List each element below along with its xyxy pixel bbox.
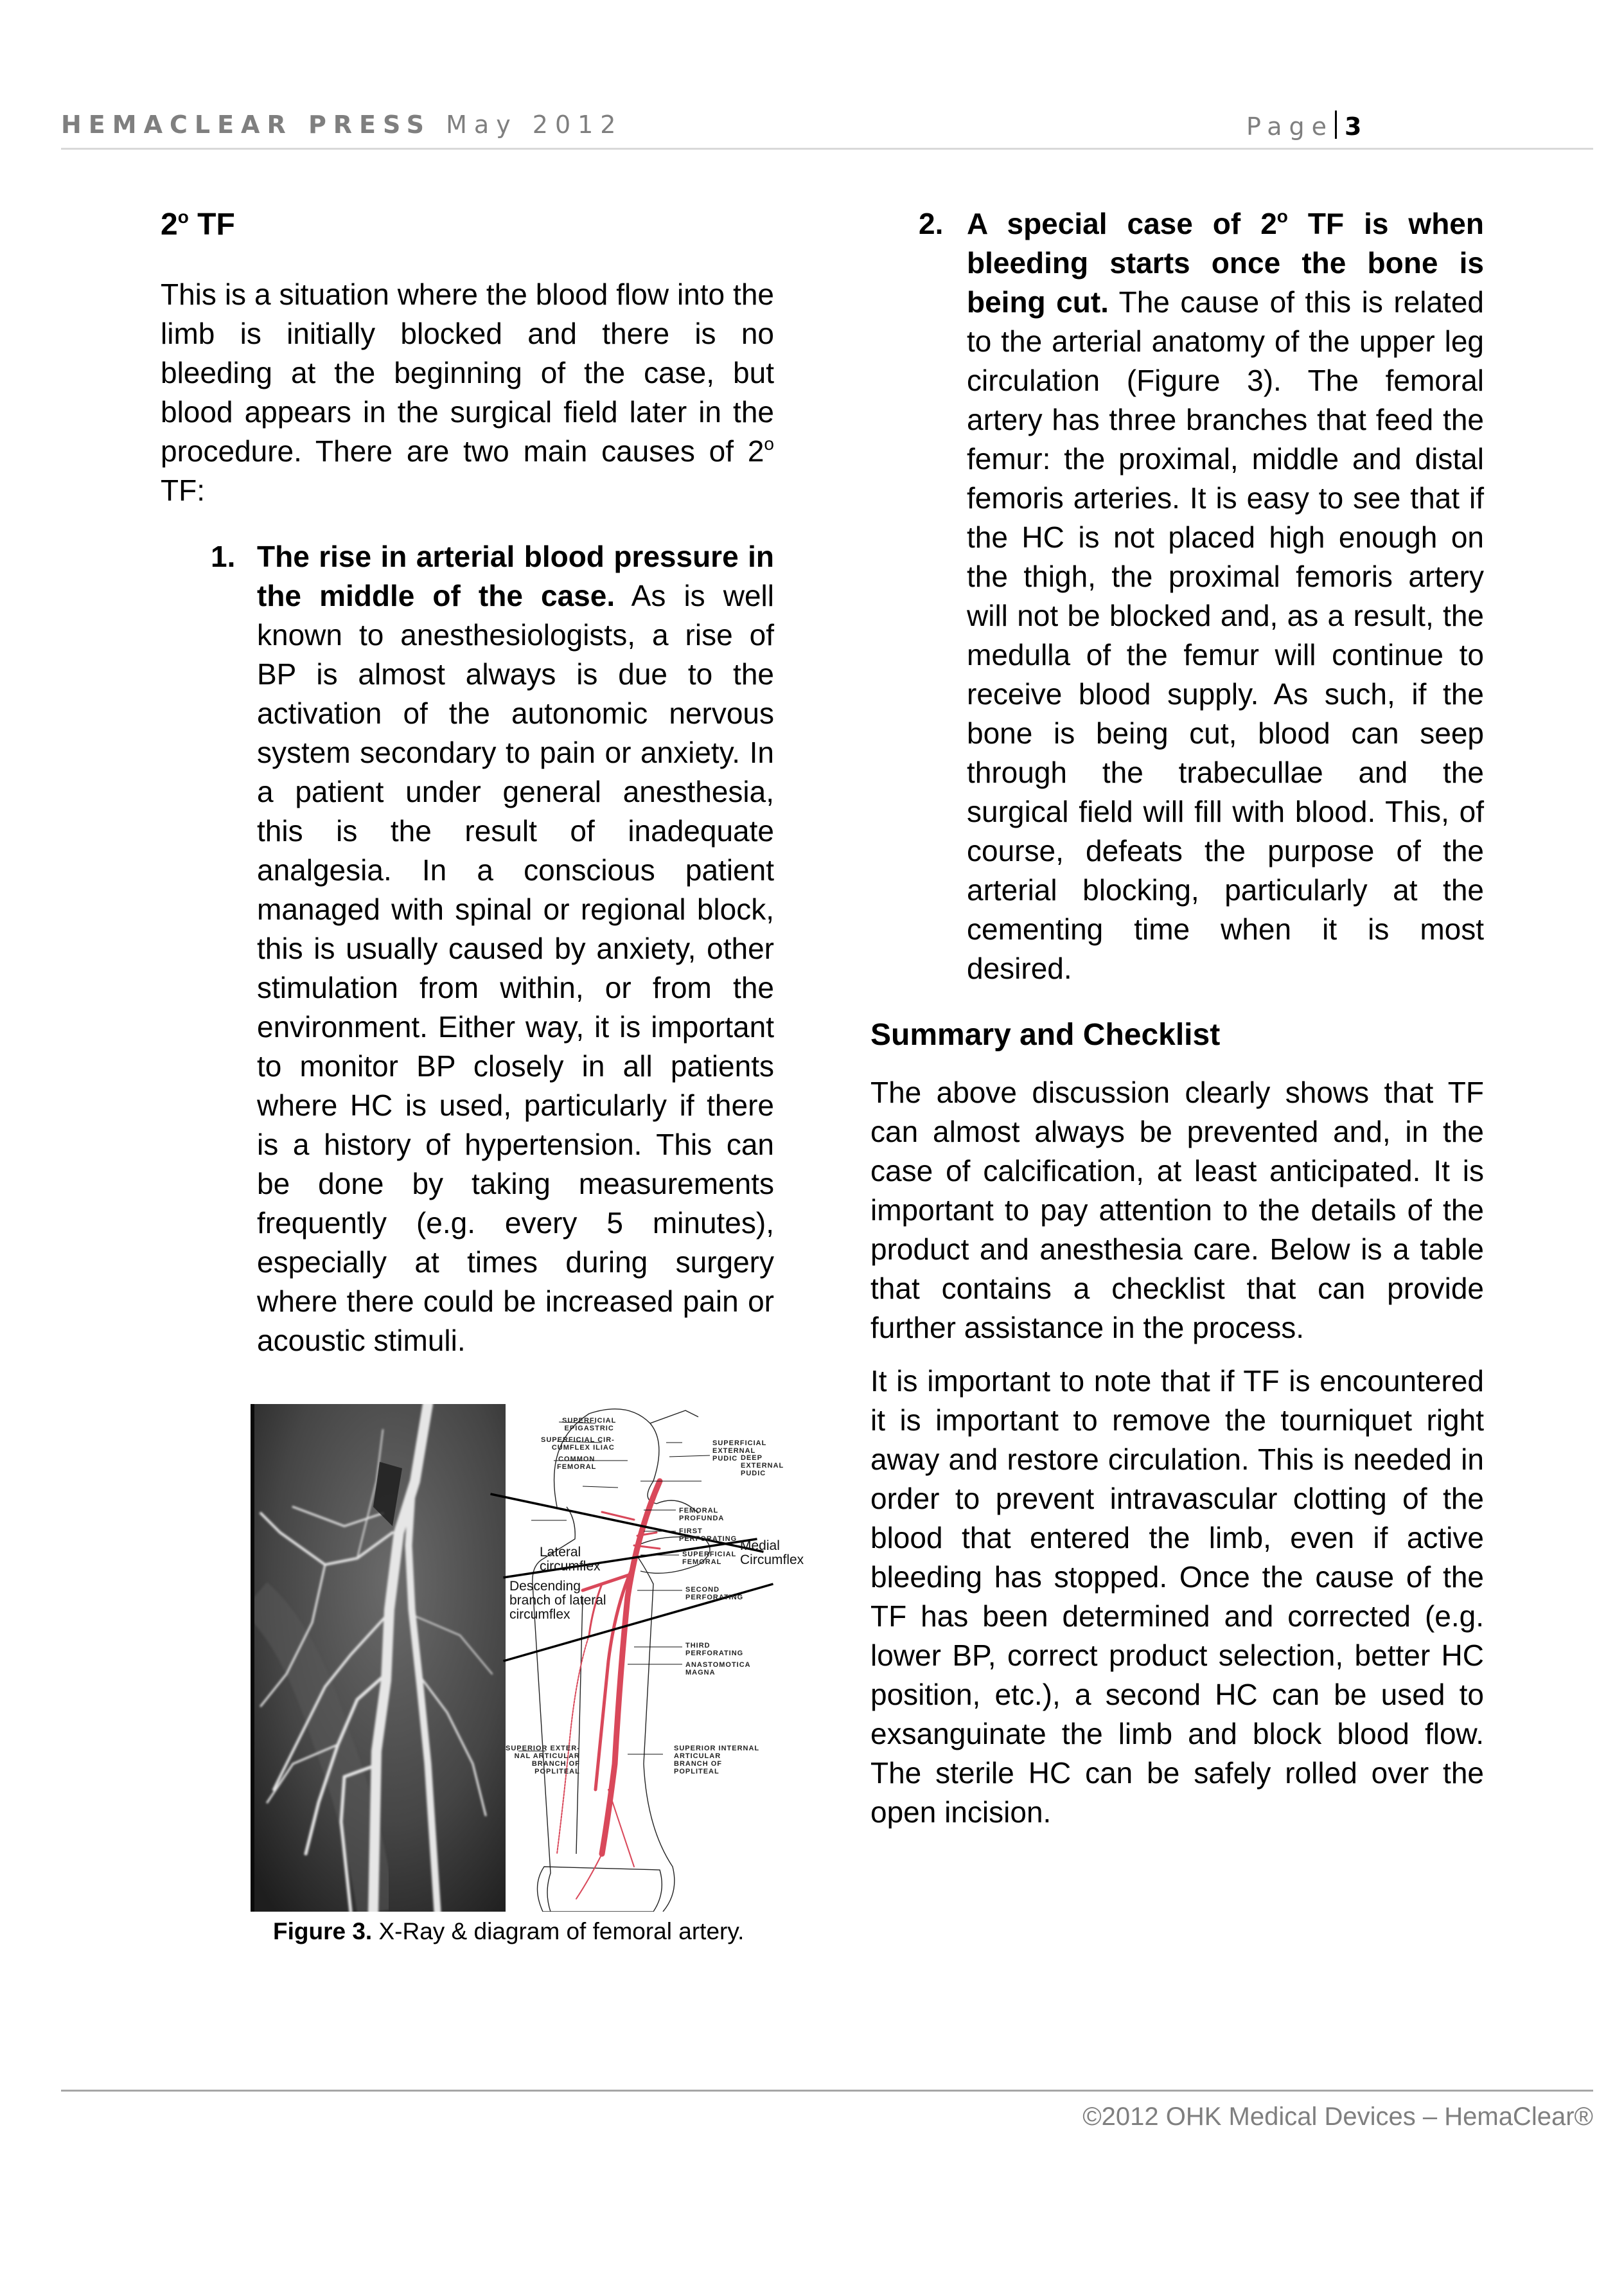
- list-item-2: [870, 204, 1484, 988]
- intro-paragraph: This is a situation where the blood flow into the limb is initially blocked and there is no bleeding at the beginning of the case, but blood appears in the surgical field later in the procedure. There are two main causes of 2$^o$ TF:: [161, 278, 774, 507]
- caption-label: Figure 3.: [273, 1918, 373, 1944]
- header-masthead: [61, 111, 623, 139]
- page-number: 3: [1345, 112, 1362, 141]
- label-superficial-femoral: SUPERFICIAL FEMORAL: [682, 1551, 737, 1566]
- label-lateral-circumflex: Lateral circumflex: [540, 1545, 601, 1574]
- label-second-perforating: SECOND PERFORATING: [685, 1586, 744, 1601]
- list-item-body: The cause of this is related to the arterial anatomy of the upper leg circulation (Figure 3). The femoral artery has three branches that feed the femur: the proximal, middle and distal femoris arteries. It is easy to see that if the HC is not placed high enough on the thigh, the proximal femoris artery will not be blocked and, as a result, the medulla of the femur will continue to receive blood supply. As such, if the bone is being cut, blood can seep through the trabecullae and the surgical field will fill with blood. This, of course, defeats the purpose of the arterial blocking, particularly at the cementing time when it is most desired.: [967, 285, 1484, 985]
- list-item-1: [161, 537, 774, 1360]
- label-superficial-circumflex-iliac: SUPERFICIAL CIR- CUMFLEX ILIAC: [541, 1436, 615, 1452]
- label-superficial-external-pudic: SUPERFICIAL EXTERNAL PUDIC: [712, 1439, 767, 1463]
- summary-paragraph-2: It is important to note that if TF is encountered it is important to remove the tourniquet right away and restore circulation. This is needed in order to prevent intravascular clotting of the blood that entered the limb, even if active bleeding has stopped. Once the cause of the TF has been determined and corrected (e.g. lower BP, correct product selection, better HC position, etc.), a second HC can be used to exsanguinate the limb and block blood flow. The sterile HC can be safely rolled over the open incision.: [870, 1364, 1484, 1829]
- causes-list-continued: [870, 204, 1484, 988]
- list-item-body: As is well known to anesthesiologists, a rise of BP is almost always is due to the activation of the autonomic nervous system secondary to pain or anxiety. In a patient under general anesthesia, this is the result of inadequate analgesia. In a conscious patient managed with spinal or regional block, this is usually caused by anxiety, other stimulation from within, or from the environment. Either way, it is important to monitor BP closely in all patients where HC is used, particularly if there is a history of hypertension. This can be done by taking measurements frequently (e.g. every 5 minutes), especially at times during surgery where there could be increased pain or acoustic stimuli.: [257, 579, 774, 1357]
- label-superficial-epigastric: SUPERFICIAL EPIGASTRIC: [562, 1417, 617, 1432]
- label-superior-internal-articular: SUPERIOR INTERNAL ARTICULAR BRANCH OF POPLITEAL: [674, 1745, 760, 1775]
- list-item-title: A special case of 2$^o$ TF is when bleeding starts once the bone is being cut.: [967, 206, 1484, 319]
- issue-date: May 2012: [446, 111, 623, 139]
- caption-text: X-Ray & diagram of femoral artery.: [372, 1918, 745, 1944]
- callout-lines: [251, 1404, 816, 1912]
- label-first-perforating: FIRST PERFORATING: [679, 1527, 737, 1543]
- page-header: [61, 111, 1593, 149]
- label-descending-branch: Descending branch of lateral circumflex: [509, 1579, 606, 1622]
- right-column: [870, 199, 1484, 1832]
- left-column: [161, 199, 774, 1360]
- list-item-title: The rise in arterial blood pressure in the middle of the case.: [257, 540, 774, 612]
- footer-divider: [61, 2090, 1593, 2092]
- list-number: 1.: [211, 540, 236, 573]
- page-label: Page: [1246, 112, 1334, 141]
- list-number: 2.: [919, 207, 944, 240]
- label-femoral-profunda: FEMORAL PROFUNDA: [679, 1507, 725, 1522]
- summary-heading: Summary and Checklist: [870, 1018, 1221, 1052]
- page-separator: [1335, 111, 1337, 139]
- page-indicator: [1246, 111, 1361, 141]
- publication-name: HEMACLEAR PRESS: [61, 111, 432, 139]
- label-third-perforating: THIRD PERFORATING: [685, 1642, 744, 1657]
- figure-caption: [273, 1918, 744, 1945]
- label-deep-external-pudic: DEEP EXTERNAL PUDIC: [741, 1454, 784, 1477]
- header-divider: [61, 148, 1593, 150]
- label-common-femoral: COMMON FEMORAL: [557, 1455, 597, 1471]
- label-anastomotica-magna: ANASTOMOTICA MAGNA: [685, 1661, 751, 1676]
- summary-paragraph-1: The above discussion clearly shows that TF can almost always be prevented and, in the case of calcification, at least anticipated. It is important to pay attention to the details of the product and anesthesia care. Below is a table that contains a checklist that can provide further assistance in the process.: [870, 1076, 1484, 1344]
- label-medial-circumflex: Medial Circumflex: [740, 1538, 804, 1567]
- figure-3: [251, 1404, 816, 1912]
- causes-list: [161, 537, 774, 1360]
- section-heading-2-tf: 2$^o$ TF: [161, 207, 235, 242]
- footer-copyright: ©2012 OHK Medical Devices – HemaClear®: [1082, 2103, 1593, 2131]
- label-superior-external-articular: SUPERIOR EXTER- NAL ARTICULAR BRANCH OF POPLITEAL: [506, 1745, 580, 1775]
- femoral-artery-diagram: [506, 1404, 816, 1912]
